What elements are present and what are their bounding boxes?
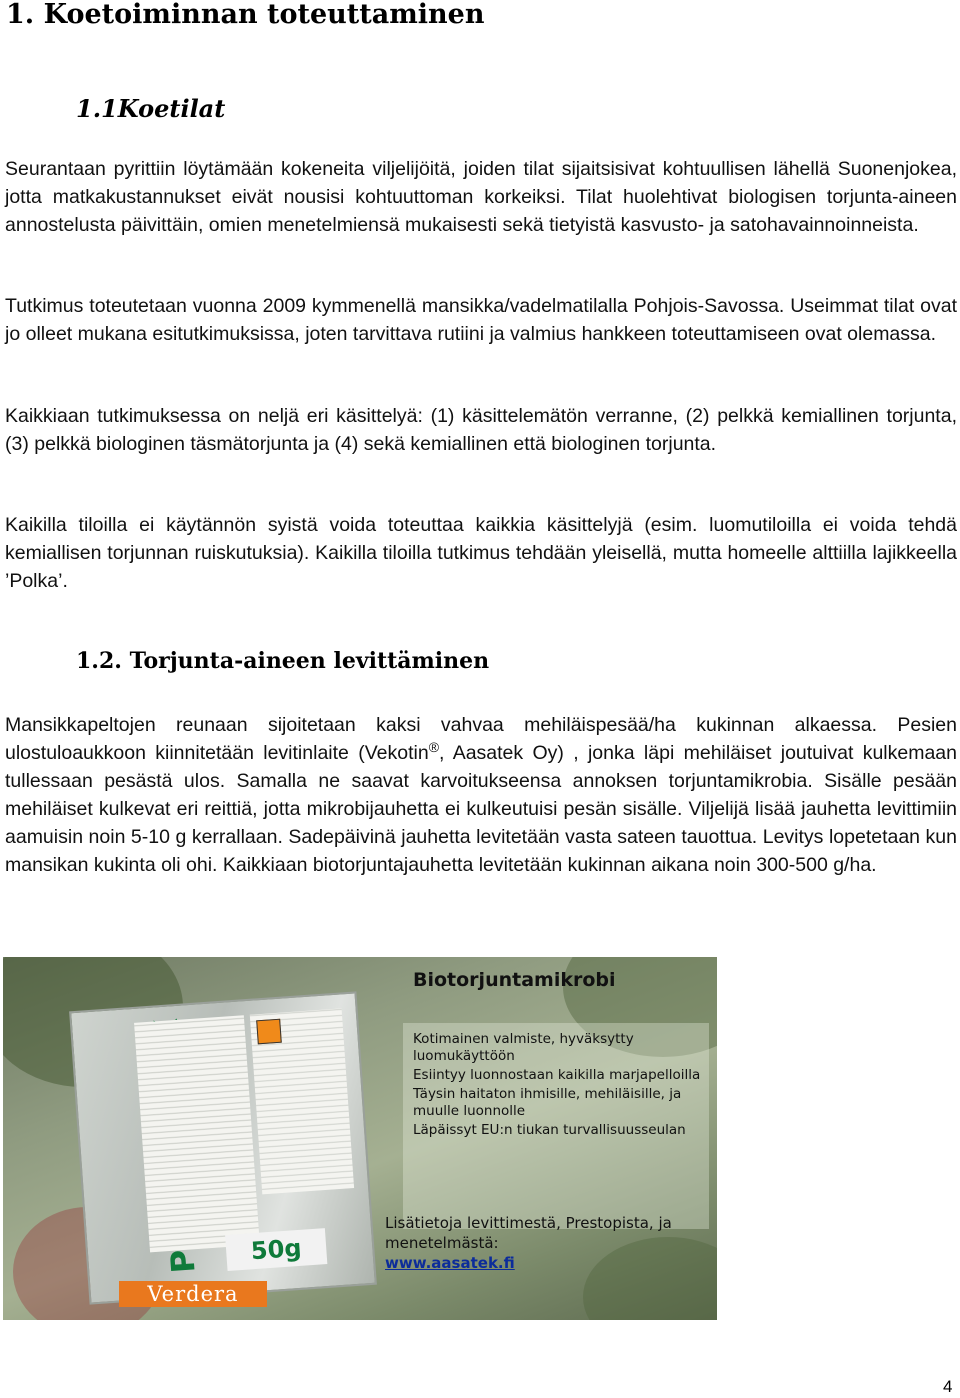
paragraph-5-start: Mansikkapeltojen reunaan sijoitetaan kaksi vahvaa mehiläispesää/ha kukinnan alkaessa. Pesien ulostuloaukkoon kiinnitetään levitinlaite (Vekotin (5, 714, 957, 764)
paragraph-4: Kaikilla tiloilla ei käytännön syistä voida toteuttaa kaikkia käsittelyjä (esim. luomutiloilla ei voida tehdä kemiallisen torjunnan ruiskutuksia). Kaikilla tiloilla tutkimus tehdään yleisellä, mutta homeelle alttiilla lajikkeella ’Polka’. (5, 514, 957, 592)
claim-item: Täysin haitaton ihmisille, mehiläisille, ja muulle luonnolle (413, 1086, 682, 1119)
packet-label-panel (134, 1015, 260, 1252)
photo-title: Biotorjuntamikrobi (413, 969, 616, 991)
registered-mark: ® (428, 739, 440, 755)
subsection-heading-levittaminen: 1.2. Torjunta-aineen levittäminen (76, 648, 490, 674)
info-text: Lisätietoja levittimestä, Prestopista, ja menetelmästä: (385, 1214, 672, 1252)
verdera-logo: Verdera (119, 1281, 267, 1307)
paragraph-1: Seurantaan pyrittiin löytämään kokeneita viljelijöitä, joiden tilat sijaitsisivat kohtuullisen lähellä Suonenjokea, jotta matkakustannukset eivät nousisi kohtuuttoman korkeiksi. Tilat huolehtivat biologisen torjunta-aineen annostelusta päivittäin, omien menetelmiensä mukaisesti sekä tietyistä kasvusto- ja satohavainnoinneista. (5, 158, 957, 236)
claim-item: Läpäissyt EU:n tiukan turvallisuusseulan (413, 1122, 686, 1138)
subsection-heading-koetilat: 1.1Koetilat (76, 94, 226, 123)
paragraph-3: Kaikkiaan tutkimuksessa on neljä eri käsittelyä: (1) käsittelemätön verranne, (2) pelkkä kemiallinen torjunta, (3) pelkkä biologinen täsmätorjunta ja (4) sekä kemiallinen että biologinen torjunta. (5, 405, 957, 455)
info-block (385, 1213, 705, 1273)
claim-item: Kotimainen valmiste, hyväksytty luomukäyttöön (413, 1031, 634, 1064)
section-heading: 1. Koetoiminnan toteuttaminen (6, 0, 485, 30)
paragraph-2: Tutkimus toteutetaan vuonna 2009 kymmenellä mansikka/vadelmatilalla Pohjois-Savossa. Useimmat tilat ovat jo olleet mukana esitutkimuksissa, joten tarvittava rutiini ja valmius hankkeen toteuttamiseen ovat olemassa. (5, 295, 957, 345)
claims-list (413, 1031, 703, 1141)
paragraph-5 (5, 711, 957, 879)
page-number: 4 (943, 1377, 953, 1396)
product-photo (3, 957, 717, 1320)
packet-weight: 50g (225, 1228, 327, 1271)
claim-item: Esiintyy luonnostaan kaikilla marjapelloilla (413, 1067, 701, 1083)
product-packet (69, 991, 377, 1304)
hazard-icon (256, 1019, 282, 1045)
website-link: www.aasatek.fi (385, 1254, 515, 1272)
paragraph-5-rest: , Aasatek Oy) , jonka läpi mehiläiset joutuivat kulkemaan tullessaan pesästä ulos. Samalla ne saavat karvoitukseensa annoksen torjuntamikrobia. Sisälle pesään mehiläiset kulkevat eri reittiä, jotta mikrobijauhetta ei kulkeutuisi pesän sisälle. Viljelijä lisää jauhetta levittimiin aamuisin noin 5-10 g kerrallaan. Sadepäivinä jauhetta levitetään vasta sateen tauottua. Levitys lopetetaan kun mansikan kukinta oli ohi. Kaikkiaan biotorjuntajauhetta levitetään kukinnan aikana noin 300-500 g/ha. (5, 742, 957, 876)
